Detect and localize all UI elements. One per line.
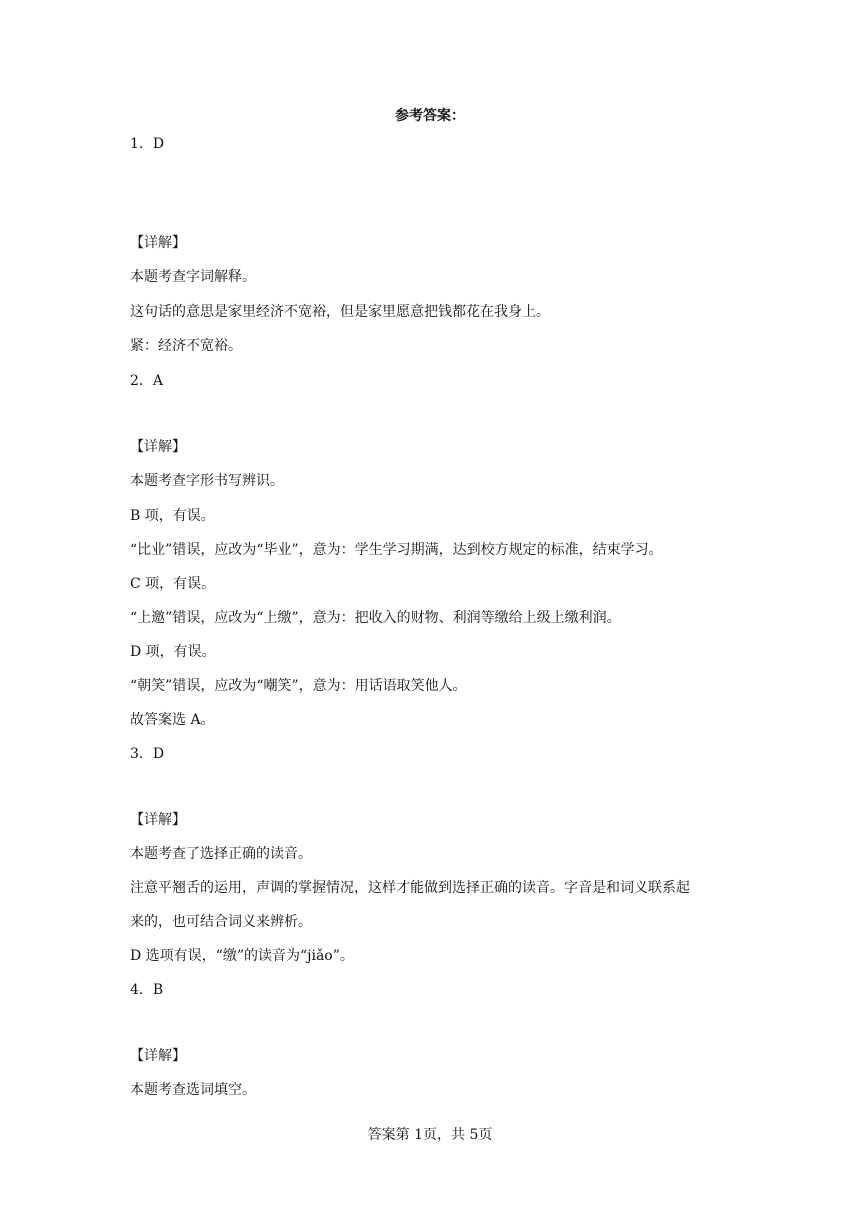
answer-number: 1．D <box>130 136 165 152</box>
page-title: 参考答案： <box>395 108 465 124</box>
explanation-line: C 项，有误。 <box>130 576 216 592</box>
answer-number: 3．D <box>130 746 165 762</box>
explanation-line: 本题考查字词解释。 <box>130 269 256 285</box>
explanation-line: D 选项有误，“缴”的读音为“jiǎo”。 <box>130 948 354 964</box>
explanation-heading: 【详解】 <box>130 439 186 455</box>
explanation-line: “比业”错误，应改为“毕业”，意为：学生学习期满，达到校方规定的标准，结束学习。 <box>130 542 663 558</box>
explanation-line: B 项，有误。 <box>130 508 215 524</box>
explanation-heading: 【详解】 <box>130 1048 186 1064</box>
page-footer: 答案第 1页，共 5页 <box>367 1127 493 1143</box>
explanation-line: “上邀”错误，应改为“上缴”，意为：把收入的财物、利润等缴给上级上缴利润。 <box>130 610 621 626</box>
explanation-line: 紧：经济不宽裕。 <box>130 338 242 354</box>
explanation-line: 这句话的意思是家里经济不宽裕，但是家里愿意把钱都花在我身上。 <box>130 304 550 320</box>
explanation-line: 故答案选 A。 <box>130 712 215 728</box>
answer-number: 4．B <box>130 982 164 998</box>
explanation-heading: 【详解】 <box>130 812 186 828</box>
answer-number: 2．A <box>130 373 164 389</box>
explanation-line: 本题考查选词填空。 <box>130 1082 256 1098</box>
explanation-line: 注意平翘舌的运用，声调的掌握情况，这样才能做到选择正确的读音。字音是和词义联系起 <box>130 880 690 896</box>
explanation-line: 本题考查了选择正确的读音。 <box>130 846 312 862</box>
explanation-heading: 【详解】 <box>130 235 186 251</box>
explanation-line: “朝笑”错误，应改为“嘲笑”，意为：用话语取笑他人。 <box>130 678 467 694</box>
explanation-line: 本题考查字形书写辨识。 <box>130 473 284 489</box>
explanation-line: 来的，也可结合词义来辨析。 <box>130 914 312 930</box>
explanation-line: D 项，有误。 <box>130 644 216 660</box>
